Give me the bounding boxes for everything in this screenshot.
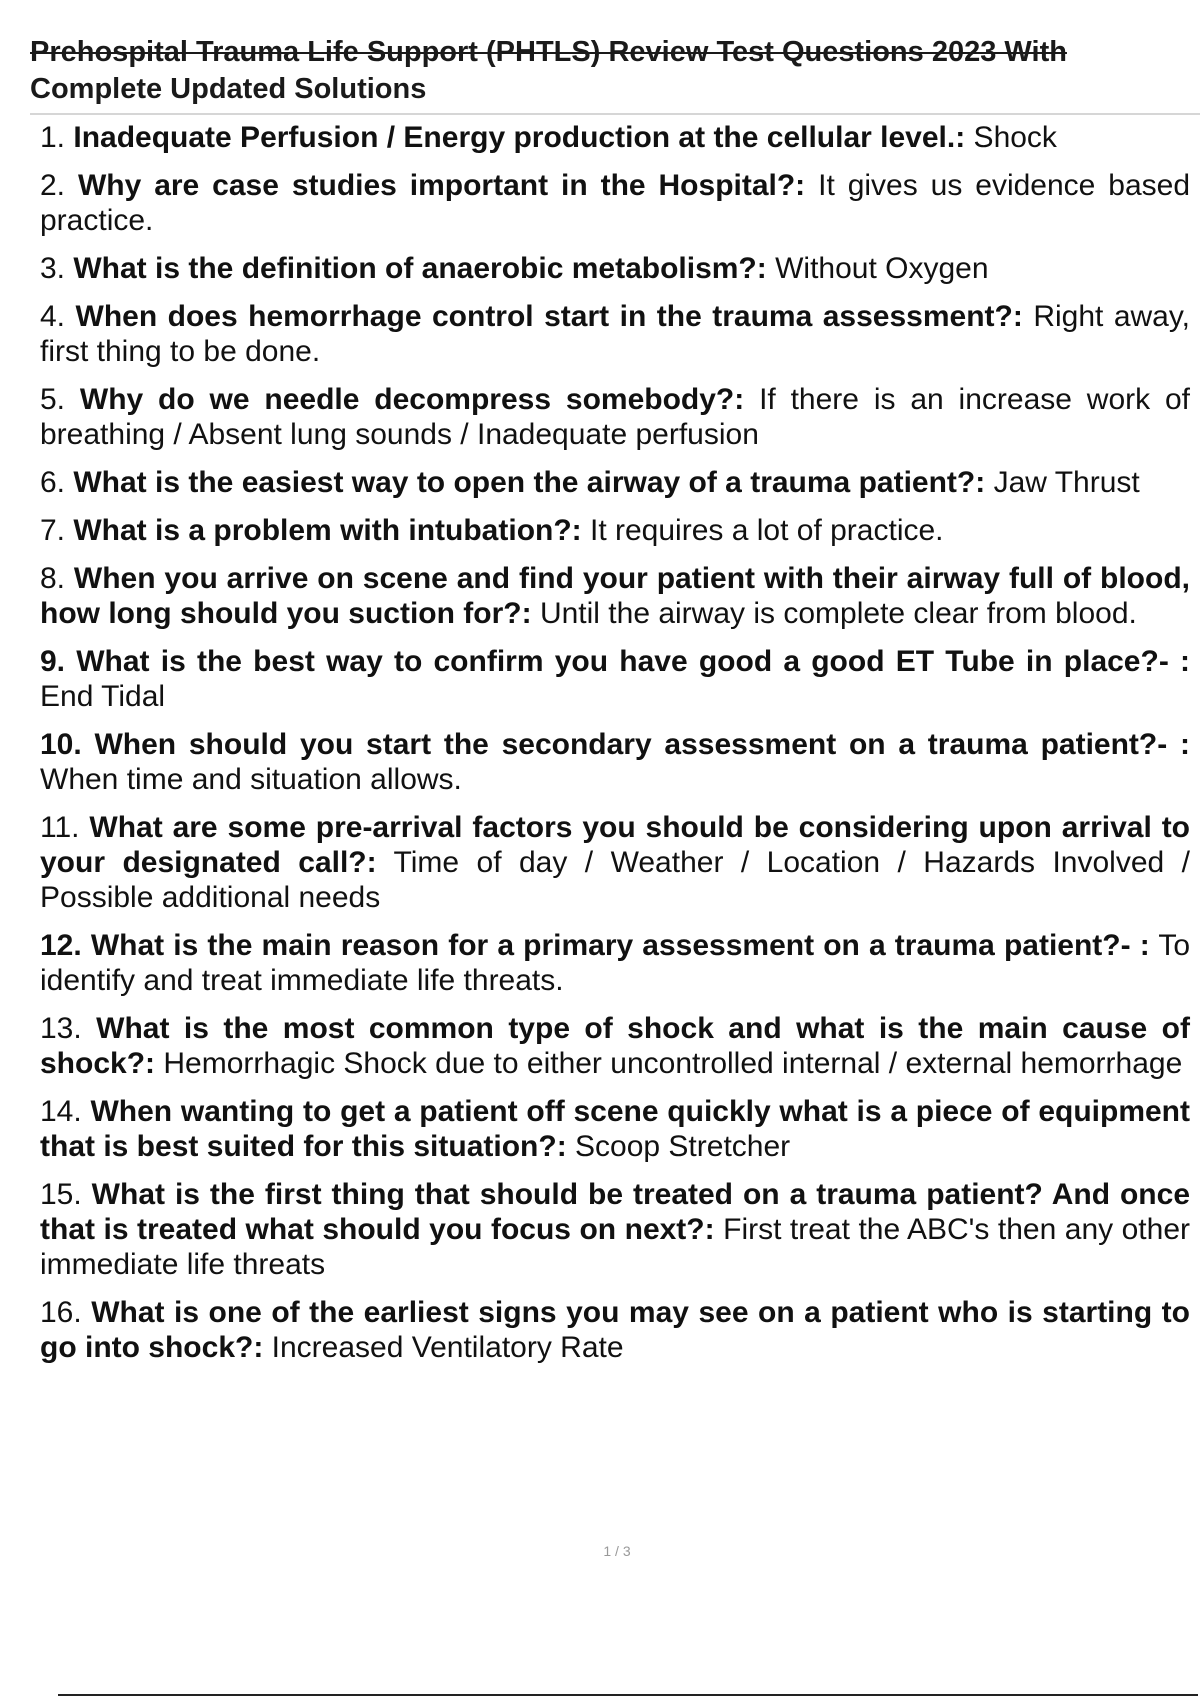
qa-number: 13. <box>40 1012 97 1045</box>
qa-item-6 <box>40 465 1190 500</box>
document-title-line-1: Prehospital Trauma Life Support (PHTLS) Review Test Questions 2023 With <box>30 36 1067 68</box>
question-text: What is the most common type of shock and what is the main cause of shock?: <box>40 1012 1190 1080</box>
qa-number: 5. <box>40 383 80 416</box>
answer-text: End Tidal <box>40 680 166 713</box>
qa-number: 14. <box>40 1095 91 1128</box>
question-text: What are some pre-arrival factors you should be considering upon arrival to your designated call?: <box>40 811 1191 879</box>
qa-item-4 <box>40 299 1190 369</box>
qa-number: 2. <box>40 169 78 202</box>
qa-number: 11. <box>40 811 90 844</box>
qa-number: 12. <box>40 929 91 962</box>
answer-text: Time of day / Weather / Location / Hazards Involved / Possible additional needs <box>40 846 1190 914</box>
qa-number: 16. <box>40 1296 92 1329</box>
qa-item-15 <box>40 1177 1190 1282</box>
answer-text: Scoop Stretcher <box>566 1130 791 1163</box>
qa-item-16 <box>40 1295 1190 1365</box>
qa-item-9 <box>40 644 1190 714</box>
qa-item-1 <box>40 120 1190 155</box>
qa-item-7 <box>40 513 1190 548</box>
answer-text: Increased Ventilatory Rate <box>263 1331 624 1364</box>
qa-item-13 <box>40 1011 1190 1081</box>
answer-text: To identify and treat immediate life threats. <box>40 929 1191 997</box>
qa-item-5 <box>40 382 1190 452</box>
qa-item-12 <box>40 928 1190 998</box>
qa-item-3 <box>40 251 1190 286</box>
answer-text: Shock <box>965 121 1057 154</box>
qa-number: 15. <box>40 1178 92 1211</box>
question-text: Why are case studies important in the Hospital?: <box>77 169 806 202</box>
answer-text: Jaw Thrust <box>985 466 1140 499</box>
qa-number: 4. <box>40 300 76 333</box>
answer-text: Without Oxygen <box>766 252 989 285</box>
document-title <box>30 34 1180 108</box>
qa-number: 7. <box>40 514 74 547</box>
answer-text: When time and situation allows. <box>40 763 462 796</box>
answer-text: First treat the ABC's then any other immediate life threats <box>40 1213 1190 1281</box>
answer-text: Until the airway is complete clear from blood. <box>531 597 1137 630</box>
question-text: What is a problem with intubation?: <box>73 514 582 547</box>
question-text: When wanting to get a patient off scene quickly what is a piece of equipment that is best suited for this situation?: <box>40 1095 1190 1163</box>
answer-text: Hemorrhagic Shock due to either uncontrolled internal / external hemorrhage <box>155 1047 1183 1080</box>
question-text: Why do we needle decompress somebody?: <box>79 383 745 416</box>
page-indicator: 1 / 3 <box>603 1543 631 1559</box>
qa-item-14 <box>40 1094 1190 1164</box>
answer-text: It requires a lot of practice. <box>581 514 944 547</box>
qa-number: 9. <box>40 645 77 678</box>
question-text: What is one of the earliest signs you may see on a patient who is starting to go into shock?: <box>40 1296 1190 1364</box>
question-text: When does hemorrhage control start in the trauma assessment?: <box>75 300 1023 333</box>
qa-item-8 <box>40 561 1190 631</box>
question-text: When should you start the secondary assessment on a trauma patient?- : <box>94 728 1190 761</box>
answer-text: Right away, first thing to be done. <box>40 300 1190 368</box>
title-divider <box>30 113 1200 115</box>
qa-number: 1. <box>40 121 74 154</box>
question-text: What is the best way to confirm you have good a good ET Tube in place?- : <box>76 645 1191 678</box>
qa-number: 6. <box>40 466 74 499</box>
qa-item-2 <box>40 168 1190 238</box>
question-text: What is the definition of anaerobic metabolism?: <box>73 252 767 285</box>
qa-item-11 <box>40 810 1190 915</box>
question-answer-list <box>40 120 1190 1378</box>
question-text: What is the easiest way to open the airway of a trauma patient?: <box>73 466 986 499</box>
qa-number: 10. <box>40 728 95 761</box>
qa-item-10 <box>40 727 1190 797</box>
bottom-divider <box>58 1694 1198 1696</box>
question-text: What is the first thing that should be treated on a trauma patient? And once that is treated what should you focus on next?: <box>40 1178 1190 1246</box>
question-text: Inadequate Perfusion / Energy production at the cellular level.: <box>73 121 966 154</box>
question-text: When you arrive on scene and find your patient with their airway full of blood, how long should you suction for?: <box>40 562 1190 630</box>
qa-number: 3. <box>40 252 74 285</box>
document-title-line-2: Complete Updated Solutions <box>30 73 427 105</box>
answer-text: If there is an increase work of breathing / Absent lung sounds / Inadequate perfusion <box>40 383 1190 451</box>
question-text: What is the main reason for a primary assessment on a trauma patient?- : <box>90 929 1150 962</box>
qa-number: 8. <box>40 562 74 595</box>
answer-text: It gives us evidence based practice. <box>40 169 1191 237</box>
